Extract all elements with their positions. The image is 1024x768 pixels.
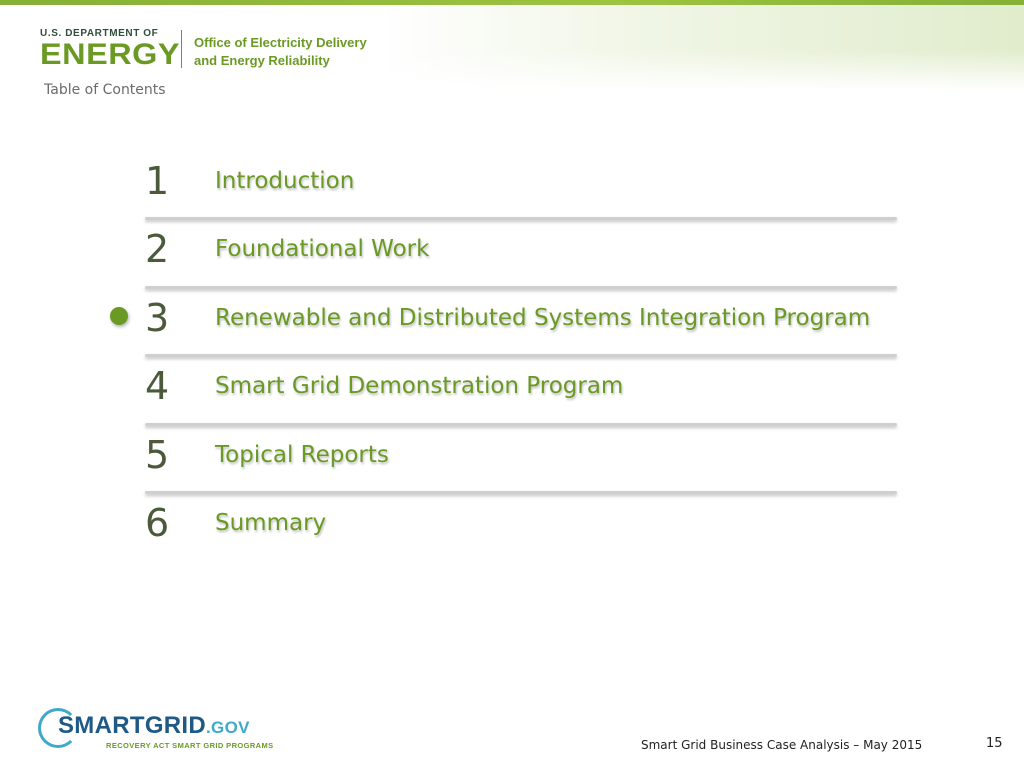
office-name — [194, 34, 367, 70]
page-number: 15 — [986, 736, 1003, 751]
toc-item[interactable] — [145, 357, 897, 425]
smartgrid-tagline: RECOVERY ACT SMART GRID PROGRAMS — [106, 741, 274, 750]
toc-item-title[interactable]: Renewable and Distributed Systems Integration Program — [215, 304, 871, 331]
doe-logo — [40, 28, 181, 71]
doe-logo-small-text: U.S. DEPARTMENT OF — [40, 28, 159, 39]
toc-item-title[interactable]: Topical Reports — [215, 441, 389, 468]
toc-item[interactable] — [145, 220, 897, 288]
smartgrid-wordmark — [58, 712, 250, 740]
footer-document-title: Smart Grid Business Case Analysis – May 2015 — [641, 738, 923, 752]
office-name-line1: Office of Electricity Delivery — [194, 35, 367, 50]
smartgrid-wordmark-suffix: .GOV — [206, 718, 250, 737]
toc-item-current[interactable] — [145, 289, 897, 357]
toc-item-number: 5 — [145, 432, 170, 477]
smartgrid-wordmark-main: SMARTGRID — [58, 712, 207, 739]
logo-divider — [181, 30, 182, 68]
toc-item[interactable] — [145, 152, 897, 220]
toc-item-number: 4 — [145, 364, 170, 409]
smartgrid-logo — [38, 708, 278, 752]
header-background — [380, 5, 1024, 90]
toc-item[interactable] — [145, 426, 897, 494]
current-section-bullet-icon — [110, 307, 128, 325]
toc-item-title[interactable]: Summary — [215, 509, 327, 536]
toc-item-title[interactable]: Introduction — [215, 168, 355, 194]
toc-item[interactable] — [145, 494, 897, 562]
section-label: Table of Contents — [44, 82, 166, 98]
toc-item-number: 1 — [145, 159, 170, 203]
toc-item-title[interactable]: Foundational Work — [215, 236, 430, 263]
doe-logo-big-text: ENERGY — [40, 38, 181, 71]
table-of-contents — [145, 152, 897, 562]
office-name-line2: and Energy Reliability — [194, 53, 330, 68]
toc-item-number: 2 — [145, 227, 170, 272]
toc-item-number: 6 — [145, 500, 170, 545]
toc-item-number: 3 — [145, 295, 170, 340]
toc-item-title[interactable]: Smart Grid Demonstration Program — [215, 373, 624, 400]
